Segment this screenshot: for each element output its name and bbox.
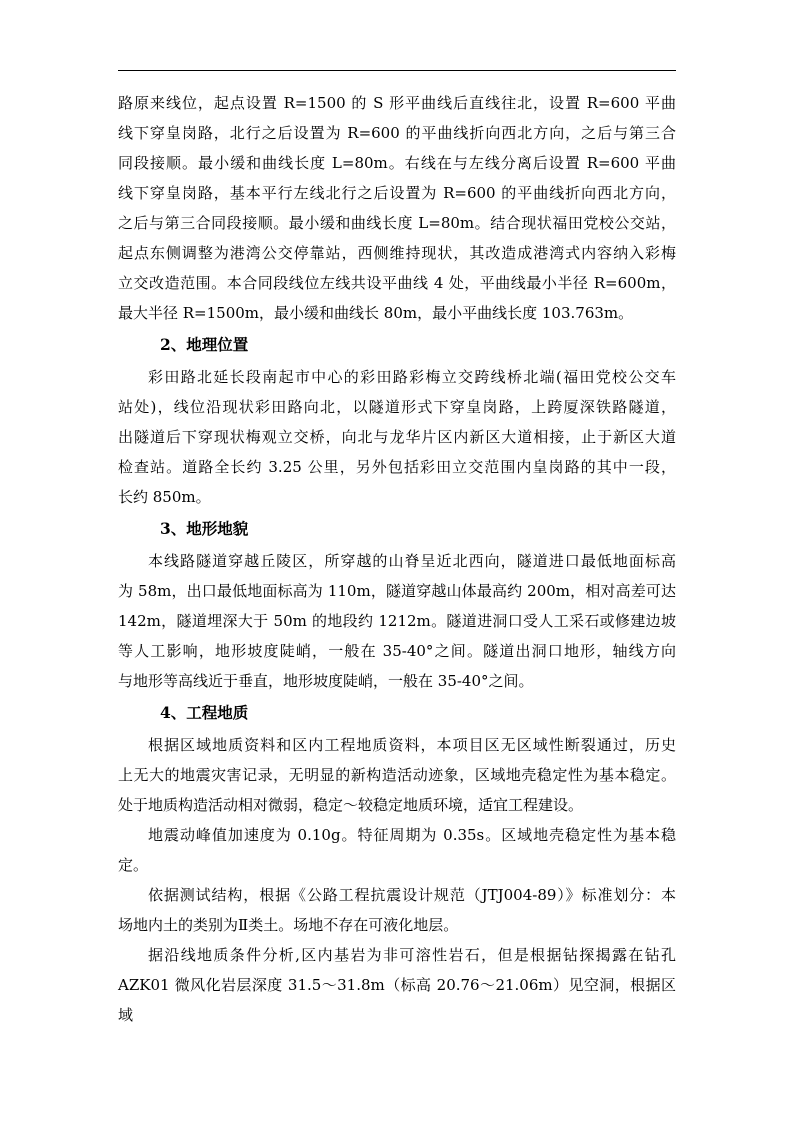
text-line: 为 58m，出口最低地面标高为 110m，隧道穿越山体最高约 200m，相对高差可达 bbox=[118, 582, 676, 600]
paragraph-geology-2 bbox=[118, 820, 676, 880]
text-line: 长约 850m。 bbox=[118, 488, 211, 506]
text-line: 场地内土的类别为Ⅱ类土。场地不存在可液化地层。 bbox=[118, 916, 459, 934]
section-heading-terrain: 3、地形地貌 bbox=[160, 519, 249, 538]
text-line: AZK01 微风化岩层深度 31.5～31.8m（标高 20.76～21.06m）见空洞，根据区域 bbox=[118, 976, 676, 1024]
text-line: 地震动峰值加速度为 0.10g。特征周期为 0.35s。区域地壳稳定性为基本稳定。 bbox=[118, 826, 676, 874]
text-line: 等人工影响，地形坡度陡峭，一般在 35-40°之间。隧道出洞口地形，轴线方向 bbox=[118, 642, 676, 660]
text-line: 线下穿皇岗路，基本平行左线北行之后设置为 R=600 的平曲线折向西北方向， bbox=[118, 184, 676, 202]
text-line: 本线路隧道穿越丘陵区，所穿越的山脊呈近北西向，隧道进口最低地面标高 bbox=[148, 552, 676, 570]
document-body bbox=[118, 88, 676, 1030]
text-line: 路原来线位，起点设置 R=1500 的 S 形平曲线后直线往北，设置 R=600 平曲 bbox=[118, 94, 676, 112]
text-line: 检查站。道路全长约 3.25 公里，另外包括彩田立交范围内皇岗路的其中一段， bbox=[118, 458, 676, 476]
section-heading-geography: 2、地理位置 bbox=[160, 335, 249, 354]
paragraph-geography bbox=[118, 362, 676, 512]
text-line: 立交改造范围。本合同段线位左线共设平曲线 4 处，平曲线最小半径 R=600m， bbox=[118, 274, 676, 292]
text-line: 依据测试结构，根据《公路工程抗震设计规范（JTJ004-89）》标准划分：本 bbox=[148, 886, 676, 904]
text-line: 线下穿皇岗路，北行之后设置为 R=600 的平曲线折向西北方向，之后与第三合 bbox=[118, 124, 676, 142]
text-line: 站处)，线位沿现状彩田路向北，以隧道形式下穿皇岗路，上跨厦深铁路隧道， bbox=[118, 398, 676, 416]
text-line: 同段接顺。最小缓和曲线长度 L=80m。右线在与左线分离后设置 R=600 平曲 bbox=[118, 154, 676, 172]
text-line: 与地形等高线近于垂直，地形坡度陡峭，一般在 35-40°之间。 bbox=[118, 672, 534, 690]
paragraph-geology-1 bbox=[118, 730, 676, 820]
paragraph-intro bbox=[118, 88, 676, 328]
text-line: 142m，隧道埋深大于 50m 的地段约 1212m。隧道进洞口受人工采石或修建边坡 bbox=[118, 612, 676, 630]
text-line: 根据区域地质资料和区内工程地质资料，本项目区无区域性断裂通过，历史 bbox=[148, 736, 676, 754]
section-heading-geology: 4、工程地质 bbox=[160, 703, 249, 722]
header-rule bbox=[118, 70, 676, 71]
paragraph-terrain bbox=[118, 546, 676, 696]
text-line: 据沿线地质条件分析,区内基岩为非可溶性岩石，但是根据钻探揭露在钻孔 bbox=[148, 946, 676, 964]
text-line: 最大半径 R=1500m，最小缓和曲线长 80m，最小平曲线长度 103.763m。 bbox=[118, 304, 634, 322]
text-line: 之后与第三合同段接顺。最小缓和曲线长度 L=80m。结合现状福田党校公交站， bbox=[118, 214, 676, 232]
text-line: 上无大的地震灾害记录，无明显的新构造活动迹象，区域地壳稳定性为基本稳定。 bbox=[118, 766, 676, 784]
paragraph-geology-3 bbox=[118, 880, 676, 940]
text-line: 彩田路北延长段南起市中心的彩田路彩梅立交跨线桥北端(福田党校公交车 bbox=[148, 368, 676, 386]
text-line: 处于地质构造活动相对微弱，稳定～较稳定地质环境，适宜工程建设。 bbox=[118, 796, 584, 814]
text-line: 起点东侧调整为港湾公交停靠站，西侧维持现状，其改造成港湾式内容纳入彩梅 bbox=[118, 244, 676, 262]
paragraph-geology-4 bbox=[118, 940, 676, 1030]
text-line: 出隧道后下穿现状梅观立交桥，向北与龙华片区内新区大道相接，止于新区大道 bbox=[118, 428, 676, 446]
